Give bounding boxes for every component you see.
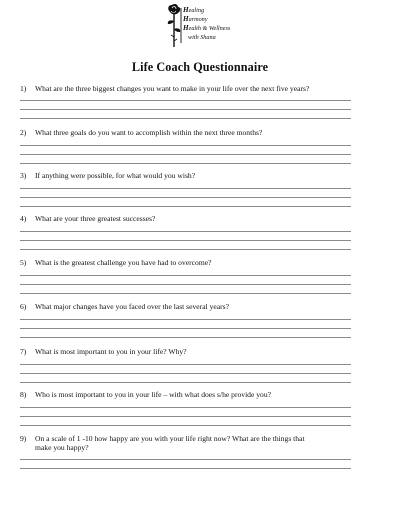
answer-line[interactable]	[20, 468, 351, 469]
answer-line[interactable]	[20, 100, 351, 101]
page-title: Life Coach Questionnaire	[131, 60, 269, 74]
question-number: 2)	[20, 128, 27, 137]
answer-line[interactable]	[20, 154, 351, 155]
answer-line[interactable]	[20, 188, 351, 189]
question-number: 6)	[20, 302, 27, 311]
question-4	[20, 214, 380, 223]
question-text: What three goals do you want to accomplish within the next three months?	[35, 128, 263, 137]
answer-line[interactable]	[20, 249, 351, 250]
answer-line[interactable]	[20, 197, 351, 198]
answer-line[interactable]	[20, 319, 351, 320]
answer-line[interactable]	[20, 416, 351, 417]
answer-line[interactable]	[20, 425, 351, 426]
answer-line[interactable]	[20, 231, 351, 232]
answer-line[interactable]	[20, 373, 351, 374]
question-text: What major changes have you faced over the last several years?	[35, 302, 229, 311]
question-9	[20, 434, 380, 453]
question-text: On a scale of 1 -10 how happy are you with your life right now? What are the things that make you happy?	[35, 434, 305, 453]
logo-line-1: Healing	[183, 6, 205, 14]
answer-line[interactable]	[20, 328, 351, 329]
answer-line[interactable]	[20, 145, 351, 146]
answer-line[interactable]	[20, 337, 351, 338]
question-text: If anything were possible, for what would you wish?	[35, 171, 196, 180]
question-1	[20, 84, 380, 93]
question-number: 1)	[20, 84, 27, 93]
question-number: 9)	[20, 434, 27, 443]
question-2	[20, 128, 380, 137]
question-text: What is the greatest challenge you have had to overcome?	[35, 258, 212, 267]
answer-line[interactable]	[20, 382, 351, 383]
question-6	[20, 302, 380, 311]
answer-line[interactable]	[20, 240, 351, 241]
question-text: What are the three biggest changes you want to make in your life over the next five years?	[35, 84, 310, 93]
logo-line-3: Health & Wellness	[183, 24, 231, 32]
answer-line[interactable]	[20, 109, 351, 110]
answer-line[interactable]	[20, 293, 351, 294]
question-text: What are your three greatest successes?	[35, 214, 156, 223]
answer-line[interactable]	[20, 364, 351, 365]
question-number: 4)	[20, 214, 27, 223]
question-number: 3)	[20, 171, 27, 180]
question-7	[20, 347, 380, 356]
question-text: Who is most important to you in your life – with what does s/he provide you?	[35, 390, 272, 399]
answer-line[interactable]	[20, 275, 351, 276]
question-text: What is most important to you in your life? Why?	[35, 347, 187, 356]
question-number: 8)	[20, 390, 27, 399]
answer-line[interactable]	[20, 206, 351, 207]
answer-line[interactable]	[20, 163, 351, 164]
question-number: 5)	[20, 258, 27, 267]
question-8	[20, 390, 380, 399]
logo	[164, 3, 248, 49]
answer-line[interactable]	[20, 459, 351, 460]
question-5	[20, 258, 380, 267]
question-number: 7)	[20, 347, 27, 356]
logo-line-4: with Shana	[188, 34, 216, 41]
answer-line[interactable]	[20, 407, 351, 408]
logo-line-2: Harmony	[183, 15, 208, 23]
question-3	[20, 171, 380, 180]
answer-line[interactable]	[20, 284, 351, 285]
answer-line[interactable]	[20, 118, 351, 119]
